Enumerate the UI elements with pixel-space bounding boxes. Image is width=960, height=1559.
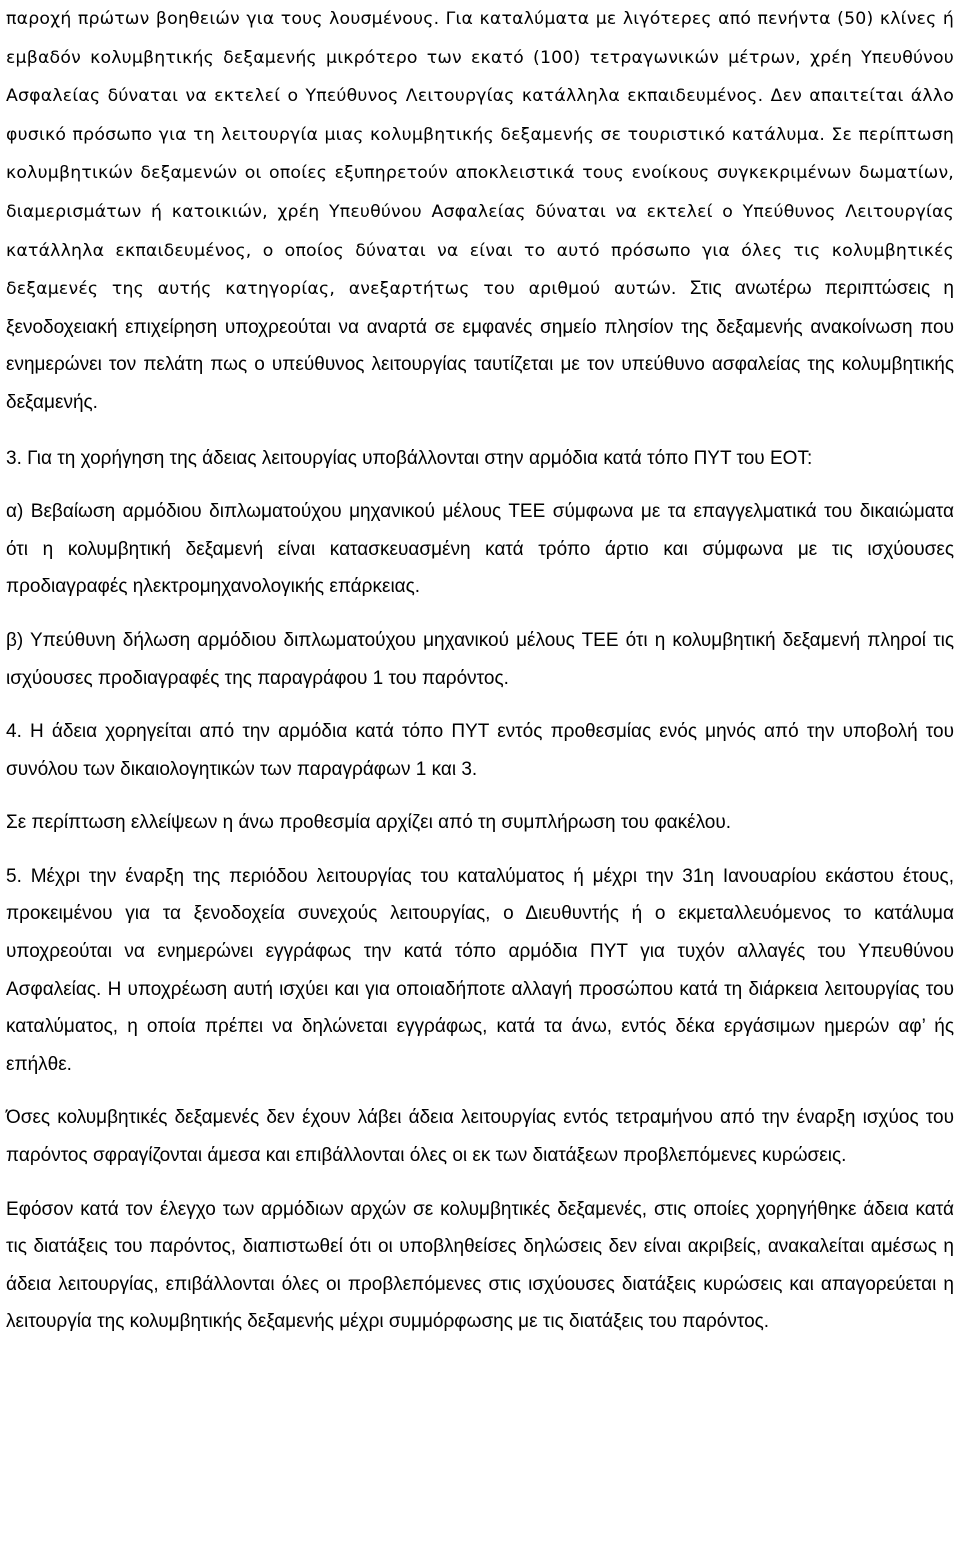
paragraph-license-deadline: 4. Η άδεια χορηγείται από την αρμόδια κατά τόπο ΠΥΤ εντός προθεσμίας ενός μηνός από την υποβολή του συνόλου των δικαιολογητικών των παραγράφων 1 και 3. — [6, 721, 954, 780]
paragraph-item-a: α) Βεβαίωση αρμόδιου διπλωματούχου μηχανικού μέλους ΤΕΕ σύμφωνα με τα επαγγελματικά του δικαιώματα ότι η κολυμβητική δεξαμενή είναι κατασκευασμένη κατά τρόπο άρτιο και σύμφωνα με τις ισχύουσες προδιαγραφές ηλεκτρομηχανολογικής επάρκειας. — [6, 501, 954, 598]
paragraph-safety-officer-part2: Στις ανωτέρω περιπτώσεις η ξενοδοχειακή επιχείρηση υποχρεούται να αναρτά σε εμφανές σημείο πλησίον της δεξαμενής ανακοίνωση που ενημερώνει τον πελάτη πως ο υπεύθυνος λειτουργίας ταυτίζεται με τον υπεύθυνο ασφαλείας της κολυμβητικής δεξαμενής. — [6, 278, 954, 413]
paragraph-unlicensed-pools: Όσες κολυμβητικές δεξαμενές δεν έχουν λάβει άδεια λειτουργίας εντός τετραμήνου από την έναρξη ισχύος του παρόντος σφραγίζονται άμεσα και επιβάλλονται όλες οι εκ των διατάξεων προβλεπόμενες κυρώσεις. — [6, 1107, 954, 1167]
document-page — [6, 0, 954, 1341]
paragraph-safety-officer-part1: παροχή πρώτων βοηθειών για τους λουσμένους. Για καταλύματα με λιγότερες από πενήντα (50) κλίνες ή εμβαδόν κολυμβητικής δεξαμενής μικρότερο των εκατό (100) τετραγωνικών μέτρων, χρέη Υπευθύνου Ασφαλείας δύναται να εκτελεί ο Υπεύθυνος Λειτουργίας κατάλληλα εκπαιδευμένος. Δεν απαιτείται άλλο φυσικό πρόσωπο για τη λειτουργία μιας κολυμβητικής δεξαμενής σε τουριστικό κατάλυμα. Σε περίπτωση κολυμβητικών δεξαμενών οι οποίες εξυπηρετούν αποκλειστικά τους ενοίκους συγκεκριμένων δωματίων, διαμερισμάτων ή κατοικιών, χρέη Υπευθύνου Ασφαλείας δύναται να εκτελεί ο Υπεύθυνος Λειτουργίας κατάλληλα εκπαιδευμένος, ο οποίος δύναται να είναι το αυτό πρόσωπο για όλες τις κολυμβητικές δεξαμενές της αυτής κατηγορίας, ανεξαρτήτως του αριθμού αυτών. — [6, 9, 954, 300]
paragraph-notification-duty: 5. Μέχρι την έναρξη της περιόδου λειτουργίας του καταλύματος ή μέχρι την 31η Ιανουαρίου εκάστου έτους, προκειμένου για τα ξενοδοχεία συνεχούς λειτουργίας, ο Διευθυντής ή ο εκμεταλλευόμενος το κατάλυμα υποχρεούται να ενημερώνει εγγράφως την κατά τόπο αρμόδια ΠΥΤ για τυχόν αλλαγές του Υπευθύνου Ασφαλείας. Η υποχρέωση αυτή ισχύει και για οποιαδήποτε αλλαγή προσώπου κατά τη διάρκεια λειτουργίας του καταλύματος, η οποία πρέπει να δηλώνεται εγγράφως, κατά τα άνω, εντός δέκα εργάσιμων ημερών αφ’ ής επήλθε. — [6, 865, 954, 1075]
paragraph-safety-officer — [6, 0, 954, 422]
paragraph-license-application: 3. Για τη χορήγηση της άδειας λειτουργίας υποβάλλονται στην αρμόδια κατά τόπο ΠΥΤ του ΕΟΤ: — [6, 447, 813, 469]
paragraph-item-b: β) Υπεύθυνη δήλωση αρμόδιου διπλωματούχου μηχανικού μέλους ΤΕΕ ότι η κολυμβητική δεξαμενή πληροί τις ισχύουσες προδιαγραφές της παραγράφου 1 του παρόντος. — [6, 629, 954, 689]
paragraph-deficiencies: Σε περίπτωση ελλείψεων η άνω προθεσμία αρχίζει από τη συμπλήρωση του φακέλου. — [6, 812, 732, 834]
paragraph-license-revocation: Εφόσον κατά τον έλεγχο των αρμόδιων αρχών σε κολυμβητικές δεξαμενές, στις οποίες χορηγήθηκε άδεια κατά τις διατάξεις του παρόντος, διαπιστωθεί ότι οι υποβληθείσες δηλώσεις δεν είναι ακριβείς, ανακαλείται αμέσως η άδεια λειτουργίας, επιβάλλονται όλες οι προβλεπόμενες στις ισχύουσες διατάξεις κυρώσεις και απαγορεύεται η λειτουργία της κολυμβητικής δεξαμενής μέχρι συμμόρφωσης με τις διατάξεις του παρόντος. — [6, 1198, 954, 1333]
